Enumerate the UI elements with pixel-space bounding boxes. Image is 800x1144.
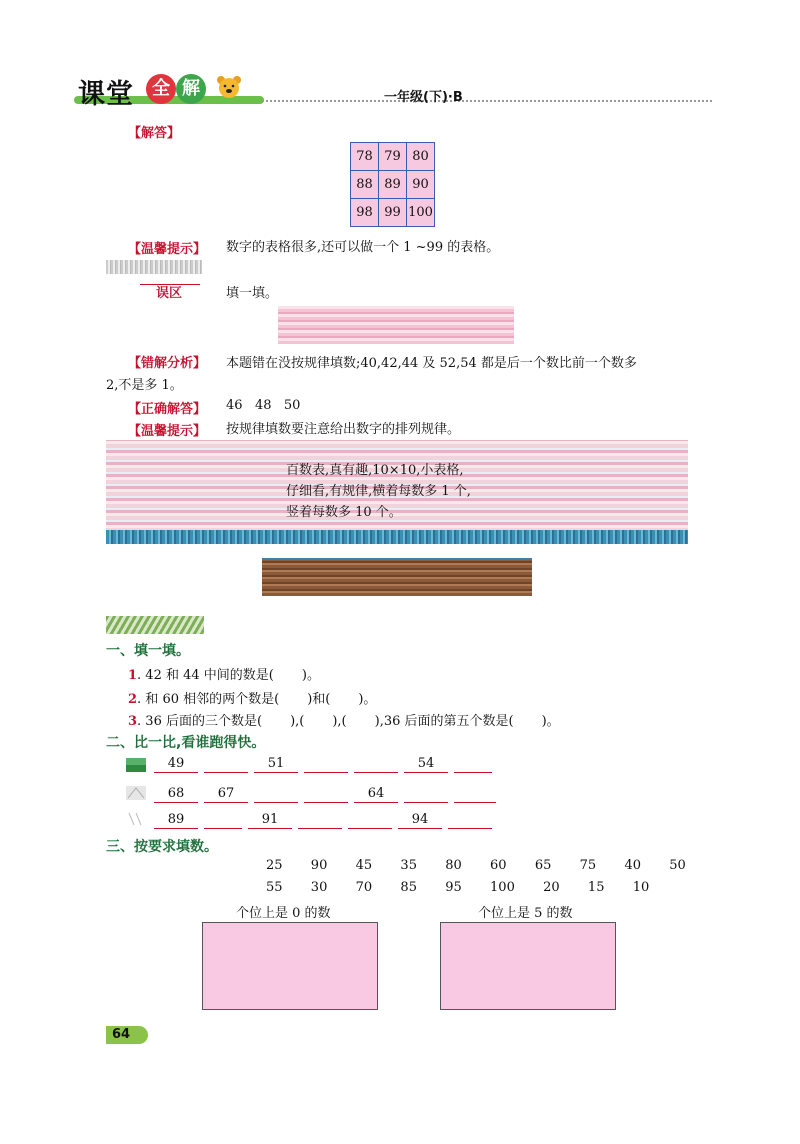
section3-title: 三、按要求填数。 [106,839,218,855]
question-text: )。 [301,668,320,683]
grid-cell: 90 [407,171,435,199]
mistake-label: 误区 [156,286,183,301]
row2-cell[interactable] [454,786,496,803]
question-text: ),( [290,714,305,729]
runner-icon [126,812,146,826]
row3-cell[interactable]: 94 [398,812,442,829]
poem-line: 百数表,真有趣,10×10,小表格, [286,463,464,478]
grid-cell: 79 [379,143,407,171]
question-text: )。 [358,692,377,707]
grid-row [351,199,435,227]
row1-cell[interactable]: 49 [154,756,198,773]
row3-cell[interactable]: 91 [248,812,292,829]
exercise-logo [106,616,204,634]
number-list-1: 25 90 45 35 80 60 65 75 40 50 [266,858,686,873]
box1-label: 个位上是 0 的数 [236,906,331,921]
question-text: . 和 60 相邻的两个数是( [137,692,280,707]
wood-banner [262,560,532,596]
row3-cell[interactable]: 89 [154,812,198,829]
grid-row [351,171,435,199]
grid-cell: 99 [379,199,407,227]
row2-cell[interactable] [304,786,348,803]
mistake-banner [106,260,202,274]
row1-cell[interactable] [354,756,398,773]
correct-text: 46 48 50 [226,398,301,413]
section1-title: 一、填一填。 [106,643,190,659]
poem-box-border [106,530,688,544]
question-text: . 36 后面的三个数是( [137,714,263,729]
runner-icon [126,786,146,800]
question-number: 2 [128,692,138,707]
grid-cell: 78 [351,143,379,171]
tip2-label: 【温馨提示】 [128,424,207,439]
question-text: )和( [307,692,331,707]
ones-five-answer-box[interactable] [440,922,616,1010]
correct-label: 【正确解答】 [128,402,207,417]
question-2 [128,688,376,707]
logo-badge-jie: 解 [176,74,206,104]
mistake-text: 填一填。 [226,286,279,301]
error-analysis-text-2: 2,不是多 1。 [106,378,183,393]
row3-cell[interactable] [298,812,342,829]
ones-zero-answer-box[interactable] [202,922,378,1010]
grade-label: 一年级(下)·B [384,90,463,105]
poem-line: 仔细看,有规律,横着每数多 1 个, [286,484,471,499]
question-number: 3 [128,714,138,729]
row1-cell[interactable] [204,756,248,773]
row2-cell[interactable]: 64 [354,786,398,803]
runner-icon [126,758,146,772]
row1-cell[interactable]: 51 [254,756,298,773]
grid-cell: 100 [407,199,435,227]
question-text: ),36 后面的第五个数是( [374,714,514,729]
grid-row [351,143,435,171]
tip1-label: 【温馨提示】 [128,242,207,257]
row1-cell[interactable] [454,756,492,773]
section2-title: 二、比一比,看谁跑得快。 [106,735,266,751]
page-number: 64 [106,1026,148,1044]
row3-cell[interactable] [204,812,242,829]
question-number: 1 [128,668,138,683]
tip1-text: 数字的表格很多,还可以做一个 1 ~99 的表格。 [226,240,500,255]
row1-cell[interactable]: 54 [404,756,448,773]
error-analysis-label: 【错解分析】 [128,356,207,371]
bear-mascot-icon [214,74,244,100]
row2-cell[interactable] [254,786,298,803]
number-list-2: 55 30 70 85 95 100 20 15 10 [266,880,650,895]
box2-label: 个位上是 5 的数 [478,906,573,921]
question-text: )。 [541,714,560,729]
tip2-text: 按规律填数要注意给出数字的排列规律。 [226,422,461,437]
row2-cell[interactable]: 67 [204,786,248,803]
logo-badge-quan: 全 [146,74,176,104]
row1-cell[interactable] [304,756,348,773]
row2-cell[interactable] [404,786,448,803]
number-grid [350,142,435,227]
grid-cell: 89 [379,171,407,199]
row3-cell[interactable] [448,812,492,829]
logo-text: 课堂 [78,79,134,110]
grid-cell: 98 [351,199,379,227]
grid-cell: 88 [351,171,379,199]
grid-cell: 80 [407,143,435,171]
answer-label: 【解答】 [128,126,181,141]
question-3 [128,710,560,729]
poem-text [286,460,471,523]
question-text: . 42 和 44 中间的数是( [137,668,274,683]
poem-line: 竖着每数多 10 个。 [286,505,402,520]
error-analysis-text: 本题错在没按规律填数;40,42,44 及 52,54 都是后一个数比前一个数多 [226,356,637,371]
question-1 [128,664,320,683]
row3-cell[interactable] [348,812,392,829]
question-text: ),( [332,714,347,729]
mistake-image [278,306,514,344]
row2-cell[interactable]: 68 [154,786,198,803]
header-divider [262,100,712,102]
